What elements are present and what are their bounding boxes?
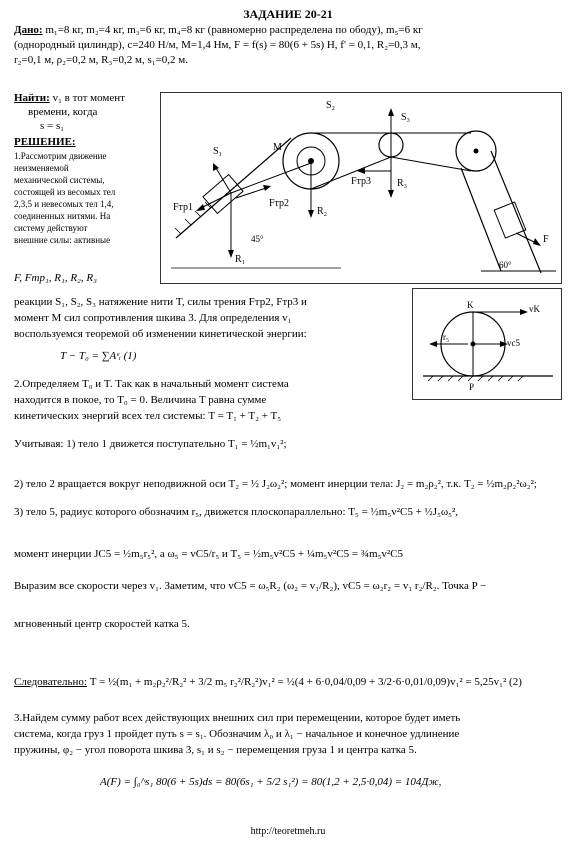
solution-intro-4: состоящей из весомых тел [14, 187, 116, 197]
body-line-2: момент M сил сопротивления шкива 3. Для определения v₁ [14, 312, 292, 324]
body-line-4: 2.Определяем T₀ и T. Так как в начальный момент система [14, 378, 289, 390]
given-line-3: r₂=0,1 м, ρ₂=0,2 м, R₃=0,2 м, s₁=0,2 м. [14, 54, 189, 66]
wheel-label-vc: vc5 [507, 338, 520, 348]
label-R1: R₁ [235, 254, 246, 265]
body-line-11: Выразим все скорости через v₁. Заметим, что vC5 = ω₅R₂ (ω₂ = v₁/R₂), vC5 = ω₂r₂ = v₁ r₂/R₂. Точка P − [14, 580, 487, 592]
find-text-1: v₁ в тот момент [52, 92, 125, 104]
solution-intro-6: соединенных нитями. На [14, 211, 111, 221]
wheel-label-r: r₅ [443, 332, 450, 342]
mechanism-drawing [161, 93, 561, 283]
label-Ftr3: Fтр3 [351, 176, 372, 187]
solution-forces: F, Fтр₁, R₁, R₂, R₃ [14, 272, 97, 284]
label-angle45: 45° [251, 234, 264, 244]
label-angle60: 60° [499, 260, 512, 270]
label-Ftr2: Fтр2 [269, 198, 290, 209]
label-Ftr1: Fтр1 [173, 202, 194, 213]
equation-1: T − T₀ = ∑Aᵉᵢ (1) [60, 350, 137, 362]
body-line-1: реакции S₁, S₂, S₃ натяжение нити T, силы трения Fтр2, Fтр3 и [14, 296, 307, 308]
find-line [14, 92, 125, 105]
body-line-5: находится в покое, то T₀ = 0. Величина T равна сумме [14, 394, 267, 406]
body-line-14 [14, 676, 522, 689]
body-line-8: 2) тело 2 вращается вокруг неподвижной оси T₂ = ½ J₂ω₂²; момент инерции тела: J₂ = m₂ρ₂², т.к. T₂ = ½m₂ρ₂²ω₂²; [14, 478, 537, 490]
body-line-7: Учитывая: 1) тело 1 движется поступательно T₁ = ½m₁v₁²; [14, 438, 287, 450]
solution-intro-3: механической системы, [14, 175, 105, 185]
label-M: M [273, 142, 282, 153]
solution-intro-8: внешние силы: активные [14, 235, 111, 245]
footer-url: http://teoretmeh.ru [250, 826, 326, 837]
solution-intro-2: неизменяемой [14, 163, 69, 173]
label-S1: S₁ [213, 146, 223, 157]
wheel-label-P: P [469, 382, 475, 392]
given-line-2: (однородный цилиндр), c=240 Н/м, M=1,4 Нм, F = f(s) = 80(6 + 5s) Н, f' = 0,1, R₂=0,3 м, [14, 39, 421, 51]
result-equation: T = ½(m₁ + m₂ρ₂²/R₂² + 3/2 m₅ r₂²/R₂²)v₁² = ½(4 + 6·0,04/0,09 + 3/2·6·0,01/0,09)v₁² = 5,25v₁² (2) [89, 676, 522, 688]
find-line-2: времени, когда [28, 106, 98, 118]
solution-label: РЕШЕНИЕ: [14, 136, 76, 148]
body-line-15: 3.Найдем сумму работ всех действующих внешних сил при перемещении, которое будет иметь [14, 712, 461, 724]
find-line-3: s = s₁ [40, 120, 65, 132]
body-line-12: мгновенный центр скоростей катка 5. [14, 618, 190, 630]
body-line-16: система, когда груз 1 пройдет путь s = s₁. Обозначим λ₀ и λ₁ − начальное и конечное удлинение [14, 728, 460, 740]
label-S3: S₃ [401, 112, 411, 123]
label-R3: R₃ [397, 178, 408, 189]
body-line-10: момент инерции JC5 = ½m₅r₅², а ω₅ = vC5/r₅ и T₅ = ½m₅v²C5 + ¼m₅v²C5 = ¾m₅v²C5 [14, 548, 404, 560]
body-line-6: кинетических энергий всех тел системы: T = T₁ + T₂ + T₅ [14, 410, 282, 422]
solution-intro-1: 1.Рассмотрим движение [14, 151, 107, 161]
given-text-1: m₁=8 кг, m₂=4 кг, m₃=6 кг, m₄=8 кг (равномерно распределена по ободу), m₅=6 кг [45, 24, 423, 36]
label-F: F [543, 234, 549, 245]
given-line-1 [14, 24, 423, 37]
result-label: Следовательно: [14, 676, 87, 688]
mechanism-figure [160, 92, 562, 284]
given-label: Дано: [14, 24, 43, 36]
wheel-label-vK: vK [529, 304, 540, 314]
solution-intro-7: систему действуют [14, 223, 88, 233]
wheel-figure [412, 288, 562, 400]
equation-work: A(F) = ∫₀^s₁ 80(6 + 5s)ds = 80(6s₁ + 5/2 s₁²) = 80(1,2 + 2,5·0,04) = 104Дж, [100, 776, 442, 788]
body-line-3: воспользуемся теоремой об изменении кинетической энергии: [14, 328, 307, 340]
label-R2: R₂ [317, 206, 328, 217]
body-line-17: пружины, φ₂ − угол поворота шкива 3, s₁ и s₂ − перемещения груза 1 и центра катка 5. [14, 744, 417, 756]
find-label: Найти: [14, 92, 50, 104]
solution-intro-5: 2,3,5 и невесомых тел 1,4, [14, 199, 114, 209]
label-S2: S₂ [326, 100, 336, 111]
page-title: ЗАДАНИЕ 20-21 [243, 7, 333, 21]
body-line-9: 3) тело 5, радиус которого обозначим r₅, движется плоскопараллельно: T₅ = ½m₅v²C5 + ½J₅ω₅², [14, 506, 459, 518]
wheel-label-K: K [467, 300, 474, 310]
